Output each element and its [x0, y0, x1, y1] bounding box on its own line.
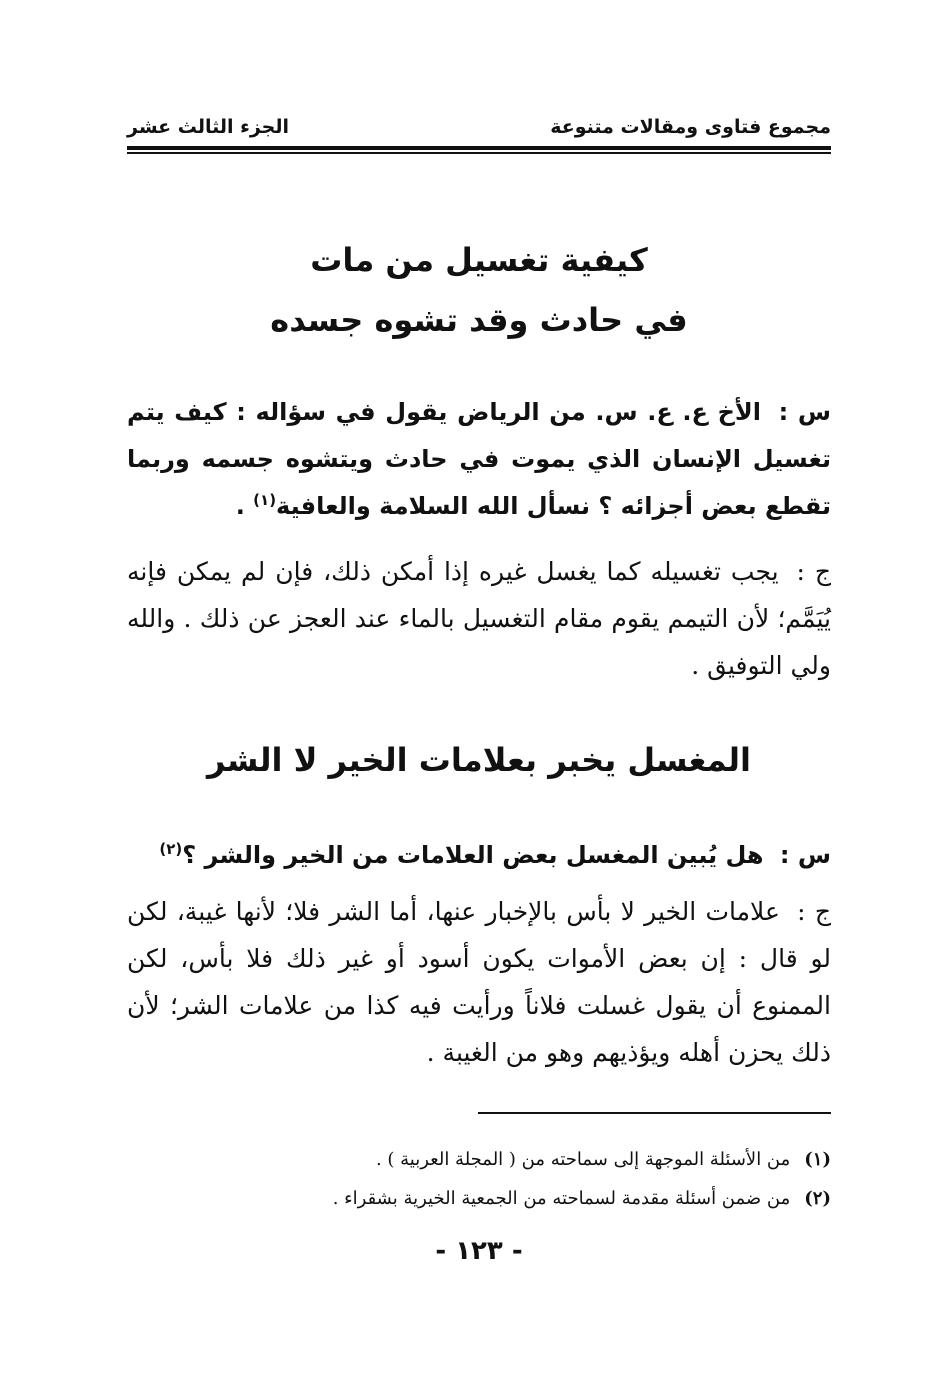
answer-1-text: يجب تغسيله كما يغسل غيره إذا أمكن ذلك، فإن لم يمكن فإنه يُيَمَّم؛ لأن التيمم يقوم مقام التغسيل بالماء عند العجز عن ذلك . والله ولي التوفيق . — [127, 557, 831, 680]
page-number: - ١٢٣ - — [435, 1236, 523, 1266]
question-label: س : — [779, 841, 831, 869]
running-header — [127, 112, 831, 142]
section-title-2: المغسل يخبر بعلامات الخير لا الشر — [206, 741, 752, 779]
footnote-number: (١) — [804, 1149, 831, 1170]
header-rule — [127, 146, 831, 150]
header-volume: الجزء الثالث عشر — [127, 116, 290, 138]
section-title-1-line1: كيفية تغسيل من مات — [310, 241, 648, 279]
question-2-text: هل يُبين المغسل بعض العلامات من الخير والشر ؟ — [182, 841, 764, 869]
question-2 — [127, 832, 831, 879]
question-label: س : — [778, 398, 831, 426]
footnote-ref-1: (١) — [253, 491, 277, 509]
answer-2-text: علامات الخير لا بأس بالإخبار عنها، أما الشر فلا؛ لأنها غيبة، لكن لو قال : إن بعض الأموات يكون أسود أو غير ذلك فلا بأس، لكن الممنوع أن يقول غسلت فلاناً ورأيت فيه كذا من علامات الشر؛ لأن ذلك يحزن أهله ويؤذيهم وهو من الغيبة . — [127, 897, 831, 1067]
question-1 — [127, 389, 831, 530]
footnote-separator — [478, 1112, 831, 1114]
answer-1 — [127, 548, 831, 689]
header-book-title: مجموع فتاوى ومقالات متنوعة — [550, 116, 831, 138]
footnote-text: من الأسئلة الموجهة إلى سماحته من ( المجلة العربية ) . — [375, 1149, 791, 1170]
answer-label: ج : — [797, 897, 831, 926]
question-1-end: . — [235, 492, 245, 520]
section-title-1 — [127, 230, 831, 360]
section-title-1-line2: في حادث وقد تشوه جسده — [270, 301, 688, 339]
footnote-text: من ضمن أسئلة مقدمة لسماحته من الجمعية الخيرية بشقراء . — [332, 1188, 791, 1209]
footnote-number: (٢) — [804, 1188, 831, 1209]
question-1-text: الأخ ع. ع. س. من الرياض يقول في سؤاله : كيف يتم تغسيل الإنسان الذي يموت في حادث ويتشوه جسمه وربما تقطع بعض أجزائه ؟ نسأل الله السلامة والعافية — [127, 398, 831, 520]
header-rule-thin — [127, 152, 831, 154]
answer-label: ج : — [796, 557, 831, 586]
footnote-item — [127, 1140, 831, 1179]
footnotes — [127, 1140, 831, 1218]
footnote-ref-2: (٢) — [159, 840, 183, 858]
answer-2 — [127, 888, 831, 1076]
footnote-item — [127, 1179, 831, 1218]
